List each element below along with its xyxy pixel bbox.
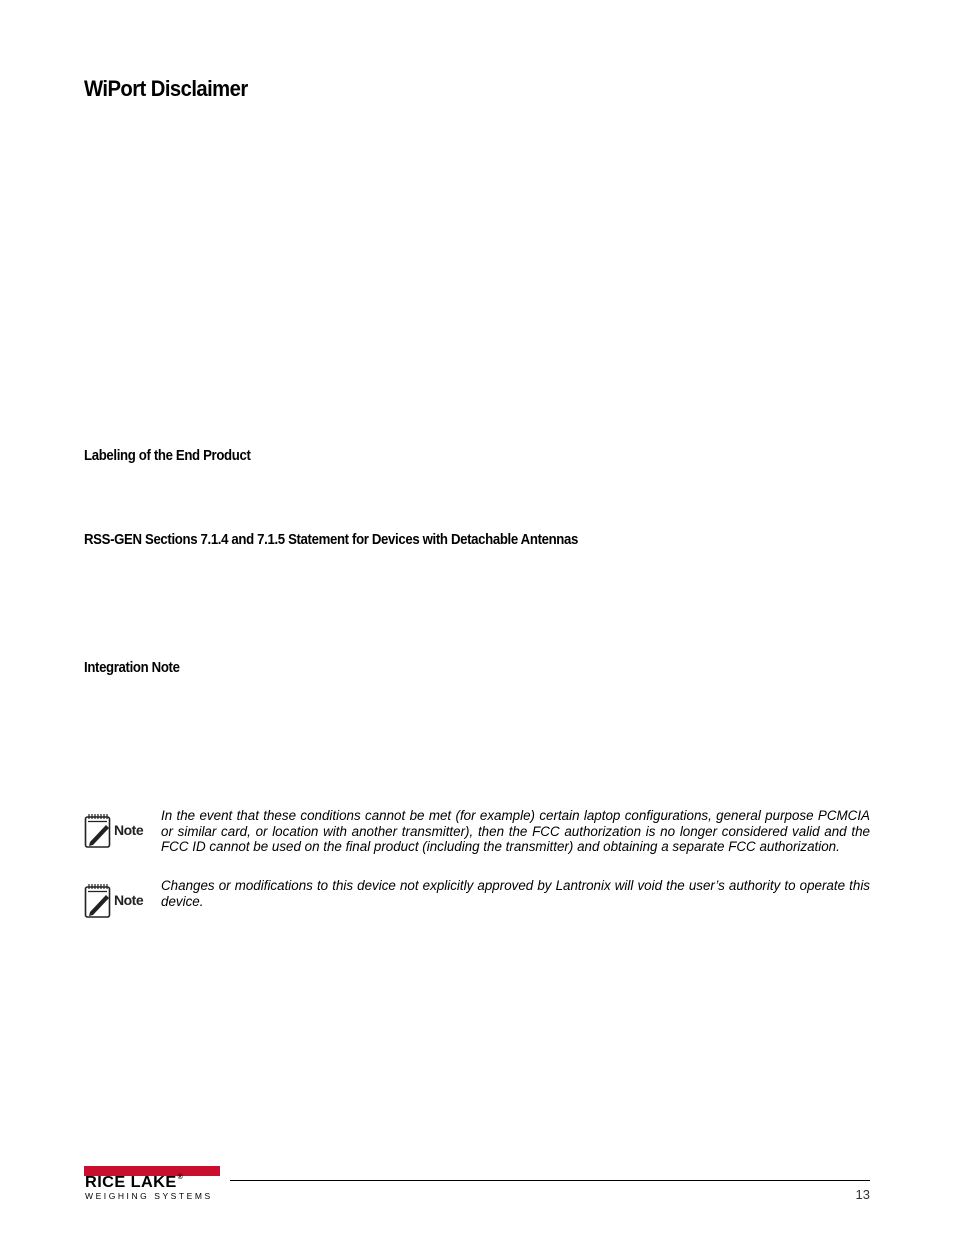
- note-icon-group: [84, 882, 156, 922]
- logo-registered-mark: ®: [177, 1174, 184, 1181]
- note-text: In the event that these conditions cannot be met (for example) certain laptop configurations, general purpose PCMCIA or similar card, or location with another transmitter), then the FCC authorization is no longer considered valid and the FCC ID cannot be used on the final product (including the transmitter) and obtaining a separate FCC authorization.: [161, 808, 870, 855]
- logo-tagline: WEIGHING SYSTEMS: [85, 1191, 213, 1201]
- footer-rule: [230, 1180, 870, 1181]
- page-title: WiPort Disclaimer: [84, 76, 248, 101]
- note-icon-group: [84, 812, 156, 852]
- note-text: Changes or modifications to this device not explicitly approved by Lantronix will void the user’s authority to operate this device.: [161, 878, 870, 909]
- logo-wordmark: [85, 1174, 183, 1192]
- heading-labeling-end-product: Labeling of the End Product: [84, 447, 251, 464]
- logo-main-text: RICE LAKE: [85, 1174, 177, 1191]
- heading-rss-gen-statement: RSS-GEN Sections 7.1.4 and 7.1.5 Statement for Devices with Detachable Antennas: [84, 531, 579, 548]
- notepad-pencil-icon: [84, 812, 114, 850]
- note-label: Note: [114, 892, 144, 908]
- notepad-pencil-icon: [84, 882, 114, 920]
- note-label: Note: [114, 822, 144, 838]
- page-number: 13: [855, 1187, 870, 1202]
- heading-integration-note: Integration Note: [84, 659, 180, 676]
- rice-lake-logo: [84, 1166, 222, 1202]
